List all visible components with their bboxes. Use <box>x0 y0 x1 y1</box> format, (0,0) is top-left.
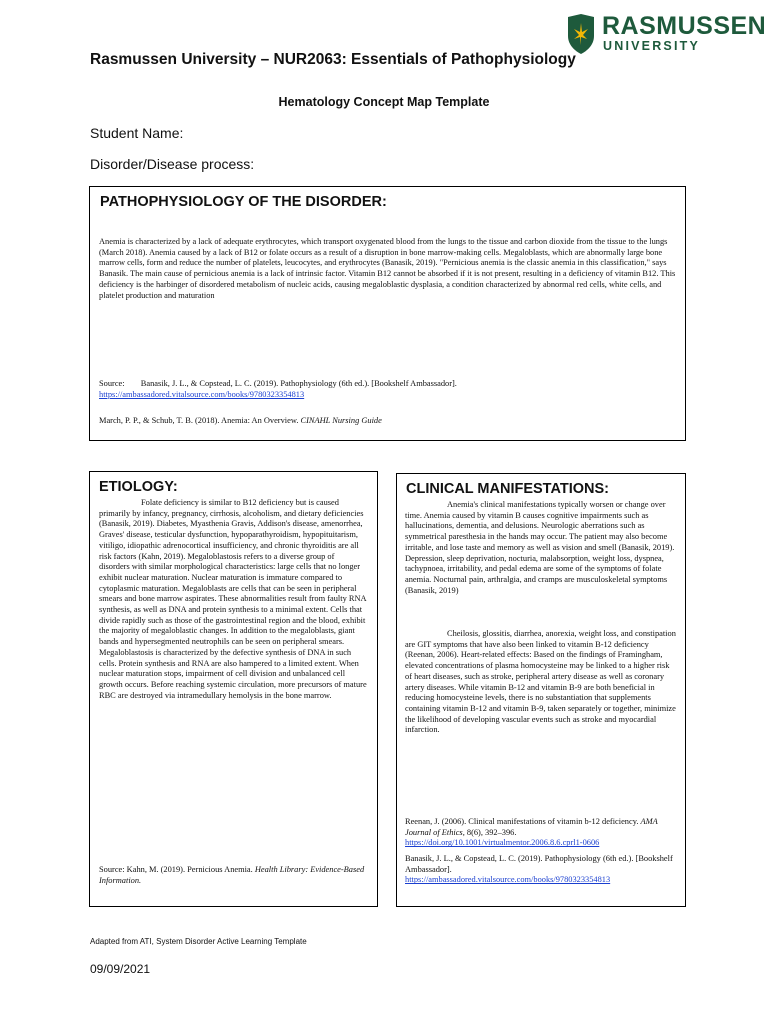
footer-date: 09/09/2021 <box>90 962 151 976</box>
student-name-label: Student Name: <box>90 125 184 141</box>
course-title: Rasmussen University – NUR2063: Essentials of Pathophysiology <box>90 51 576 68</box>
footer-note: Adapted from ATI, System Disorder Active Learning Template <box>90 937 307 946</box>
ref-2-link[interactable]: https://ambassadored.vitalsource.com/books/9780323354813 <box>405 875 611 885</box>
disorder-label: Disorder/Disease process: <box>90 156 255 172</box>
ref-2-text: Banasik, J. L., & Copstead, L. C. (2019). Pathophysiology (6th ed.). [Bookshelf Ambassador]. <box>405 854 673 874</box>
clinical-body-2: Cheilosis, glossitis, diarrhea, anorexia, weight loss, and constipation are GIT symptoms that have also been linked to vitamin B-12 deficiency (Reenan, 2006). Heart-related effects: Based on the findings of Framingham, elevated concentrations of plasma homocysteine may be linked to a higher risk of heart diseases, such as stroke, peripheral artery disease as well as coronary artery diseases. While vitamin B-12 and vitamin B-9 are both beneficial in reducing homocysteine levels, there is no substantiation that supplements containing vitamin B-12 and vitamin B-9, taken separately or together, minimize the likelihood of developing vascular events such as stroke and myocardial infarction. <box>405 629 676 735</box>
clinical-text-2 <box>405 629 677 736</box>
source-2-journal: CINAHL Nursing Guide <box>300 416 382 425</box>
etiology-text <box>99 498 367 701</box>
clinical-body-1: Anemia's clinical manifestations typically worsen or change over time. Anemia caused by vitamin B causes cognitive impairments such as hallucinations, dementia, and delusions. Neurologic aberrations such as symmetrical paresthesia in the hands may occur. The patient may also become irritable, and lose taste and memory as well as vision and smell (Banasik, 2019). Depression, sleep deprivation, nocturia, malabsorption, weight loss, dyspnea, tachypnoea, irritability, and pedal edema are some of the symptoms of folate anemia. Nocturnal pain, arthralgia, and cramps are musculoskeletal symptoms (Banasik, 2019) <box>405 500 675 595</box>
rasmussen-logo <box>566 12 767 64</box>
shield-logo-icon <box>566 14 596 54</box>
source-1-link[interactable]: https://ambassadored.vitalsource.com/books/9780323354813 <box>99 389 305 399</box>
logo-line-2: UNIVERSITY <box>603 39 701 53</box>
pathophysiology-heading: PATHOPHYSIOLOGY OF THE DISORDER: <box>100 194 387 210</box>
pathophysiology-source-2 <box>99 416 677 427</box>
ref-1-tail: , 8(6), 392–396. <box>462 827 517 837</box>
ref-1-text: Reenan, J. (2006). Clinical manifestations of vitamin b-12 deficiency. <box>405 817 639 826</box>
etiology-source-text: Source: Kahn, M. (2019). Pernicious Anemia. <box>99 865 253 874</box>
clinical-heading: CLINICAL MANIFESTATIONS: <box>406 481 609 497</box>
etiology-source <box>99 865 367 886</box>
template-title: Hematology Concept Map Template <box>278 95 490 109</box>
source-prefix: Source: <box>99 379 125 388</box>
clinical-reference-1 <box>405 817 677 849</box>
ref-1-link[interactable]: https://doi.org/10.1001/virtualmentor.2006.8.6.cprl1-0606 <box>405 838 600 848</box>
etiology-source-journal: Health Library: Evidence-Based Information. <box>99 865 365 885</box>
pathophysiology-box <box>89 186 686 441</box>
etiology-body: Folate deficiency is similar to B12 deficiency but is caused primarily by infancy, pregnancy, cirrhosis, alcoholism, and dietary deficiencies (Banasik, 2019). Diabetes, Myasthenia Gravis, Addison's disease, amenorrhea, Graves' disease, testicular dysfunction, hypoparathyroidism, hypopituitarism, vitiligo, idiopathic adrenocortical insufficiency, and chronic thyroiditis are all risk factors (Kahn, 2019). Megaloblastosis refers to a diverse group of disorders with similar morphological characteristics: large cells that no longer exhibit nuclear maturation. Nuclear maturation is immature compared to cytoplasmic maturation. Megaloblasts are cells that can be seen in peripheral smears and bone marrow aspirates. These abnormalities result from faulty RNA synthesis, as well as DNA and protein synthesis to a minimal extent. Cells that divide rapidly such as those of the gastrointestinal region and the blood, exhibit the majority of megaloblastic changes. In addition to the megaloblasts, giant bands and hypersegmented neutrophils can be seen on peripheral smears. Megaloblastosis is characterized by the defective synthesis of DNA in such cells. Protein synthesis and RNA are also hampered to a limited extent. When nuclear maturation stops, impairment of cell division and unbalanced cell growth occurs. Before reaching systemic circulation, more precursors of mature RBC are destroyed via intramedullary hemolysis in the bone marrow. <box>99 498 367 700</box>
pathophysiology-text: Anemia is characterized by a lack of adequate erythrocytes, which transport oxygenated blood from the lungs to the tissue and carbon dioxide from the tissue to the lungs (March 2018). Anemia caused by a lack of B12 or folate occurs as a result of a disruption in bone marrow-making cells. Megaloblasts, which are abnormally large bone marrow cells, form and reduce the number of platelets, leucocytes, and erythrocytes (Banasik, 2019). "Pernicious anemia is the classic anemia in this classification," says Banasik. The main cause of pernicious anemia is a lack of intrinsic factor. Vitamin B12 cannot be absorbed if it is not present, resulting in a deficiency of vitamin B12. This deficiency is the harbinger of disordered metabolism of nucleic acids, causing megaloblastic dysplasia, a condition characterized by abnormal red cells, white cells, and platelet production and maturation <box>99 237 676 300</box>
source-1-text: Banasik, J. L., & Copstead, L. C. (2019). Pathophysiology (6th ed.). [Bookshelf Ambassador]. <box>140 379 457 388</box>
logo-line-1: RASMUSSEN <box>602 12 767 40</box>
clinical-manifestations-box <box>396 473 686 907</box>
source-2-text: March, P. P., & Schub, T. B. (2018). Anemia: An Overview. <box>99 416 299 425</box>
ref-1-journal: AMA Journal of Ethics <box>405 817 658 837</box>
clinical-text-1 <box>405 500 677 596</box>
etiology-heading: ETIOLOGY: <box>99 479 178 495</box>
etiology-box <box>89 471 378 907</box>
pathophysiology-source-1 <box>99 379 677 400</box>
clinical-reference-2 <box>405 854 677 886</box>
